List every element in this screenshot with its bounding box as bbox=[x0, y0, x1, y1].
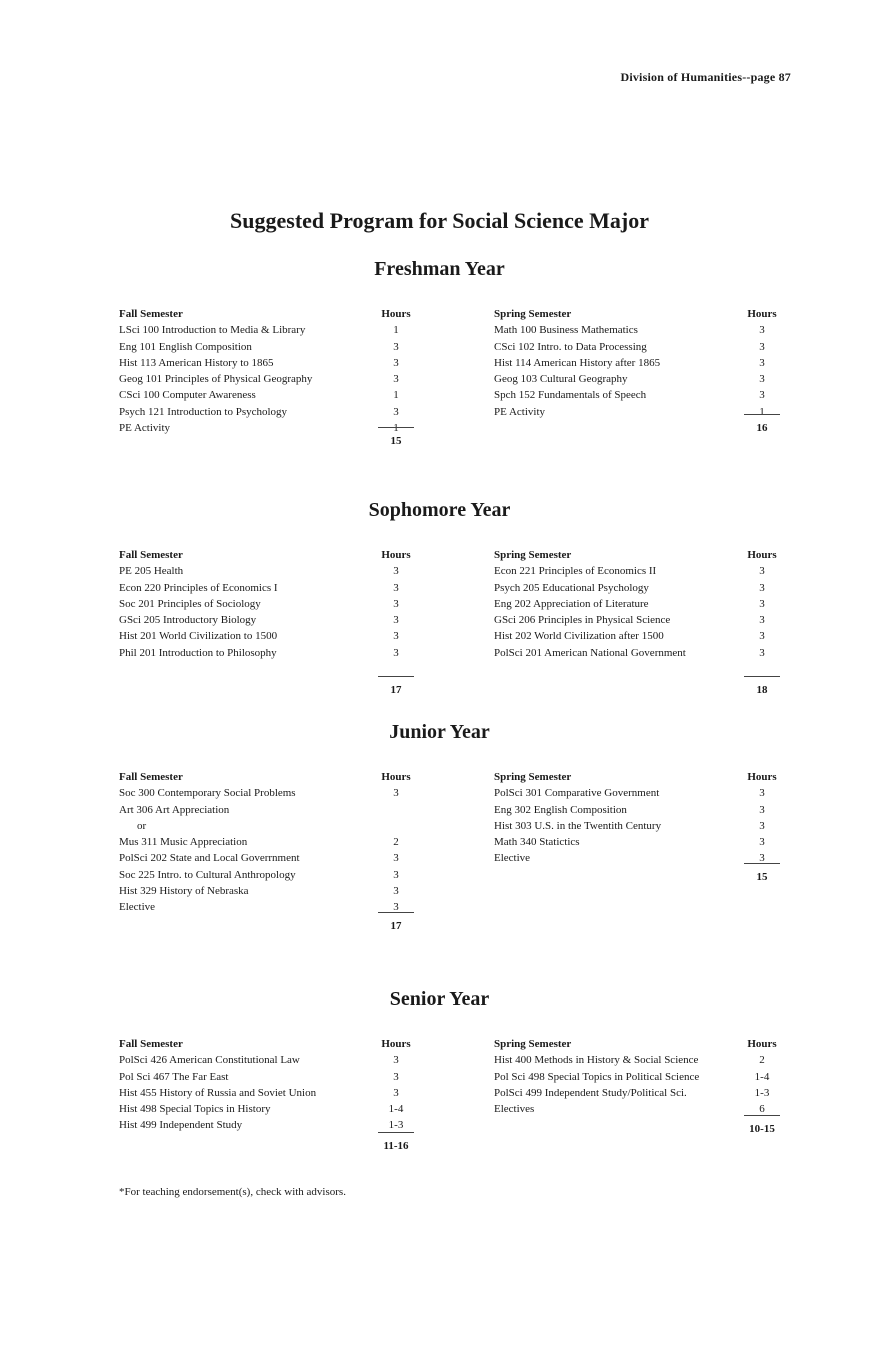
spring-semester-table bbox=[494, 769, 794, 883]
course-hours: 3 bbox=[393, 614, 399, 627]
course-hours: 3 bbox=[393, 405, 399, 418]
course-row bbox=[494, 322, 794, 338]
course-row bbox=[494, 1052, 794, 1068]
hours-label: Hours bbox=[381, 1038, 411, 1050]
semester-label: Fall Semester bbox=[119, 308, 183, 320]
semester-label: Spring Semester bbox=[494, 308, 572, 320]
course-hours: 3 bbox=[759, 581, 765, 594]
course-name: CSci 100 Computer Awareness bbox=[119, 389, 256, 402]
course-hours: 1-3 bbox=[754, 1086, 770, 1099]
fall-total-hours: 17 bbox=[390, 684, 402, 696]
course-hours: 3 bbox=[759, 646, 765, 659]
course-row bbox=[494, 834, 794, 850]
course-row bbox=[119, 802, 419, 818]
course-name: Math 100 Business Mathematics bbox=[494, 324, 638, 337]
course-row bbox=[119, 339, 419, 355]
hours-label: Hours bbox=[747, 1038, 777, 1050]
fall-semester-table bbox=[119, 769, 419, 932]
course-hours: 3 bbox=[393, 1054, 399, 1067]
course-name: PE Activity bbox=[119, 422, 171, 435]
course-hours: 1-4 bbox=[754, 1070, 770, 1083]
course-row bbox=[119, 322, 419, 338]
semester-label: Fall Semester bbox=[119, 1038, 183, 1050]
fall-total-hours: 15 bbox=[390, 435, 402, 447]
course-name: PE Activity bbox=[494, 405, 546, 418]
course-hours: 3 bbox=[759, 324, 765, 337]
course-hours: 3 bbox=[393, 885, 399, 898]
course-row bbox=[119, 818, 419, 834]
total-divider bbox=[744, 676, 780, 677]
course-hours: 3 bbox=[759, 836, 765, 849]
course-hours: 3 bbox=[759, 340, 765, 353]
course-name: Hist 329 History of Nebraska bbox=[119, 885, 249, 898]
fall-semester-table bbox=[119, 1036, 419, 1152]
page-header: Division of Humanities--page 87 bbox=[620, 70, 791, 84]
course-row bbox=[119, 628, 419, 644]
course-hours: 3 bbox=[393, 630, 399, 643]
course-name: or bbox=[137, 819, 147, 832]
year-title: Sophomore Year bbox=[368, 499, 511, 521]
fall-total-hours: 17 bbox=[390, 920, 402, 932]
course-name: Hist 303 U.S. in the Twentith Century bbox=[494, 819, 662, 832]
course-hours: 1-4 bbox=[388, 1103, 404, 1116]
course-name: Hist 400 Methods in History & Social Science bbox=[494, 1054, 699, 1067]
course-name: Hist 455 History of Russia and Soviet Union bbox=[119, 1086, 317, 1099]
course-hours: 3 bbox=[759, 630, 765, 643]
course-row bbox=[119, 899, 419, 915]
course-row bbox=[119, 1101, 419, 1117]
course-name: GSci 206 Principles in Physical Science bbox=[494, 614, 671, 627]
total-divider bbox=[378, 1132, 414, 1133]
course-row bbox=[119, 883, 419, 899]
total-divider bbox=[378, 912, 414, 913]
course-hours: 3 bbox=[393, 581, 399, 594]
fall-semester-table bbox=[119, 306, 419, 447]
course-name: Econ 220 Principles of Economics I bbox=[119, 581, 278, 594]
course-hours: 2 bbox=[759, 1054, 765, 1067]
year-title: Junior Year bbox=[389, 721, 490, 743]
course-row bbox=[494, 339, 794, 355]
semester-label: Fall Semester bbox=[119, 771, 183, 783]
total-divider bbox=[744, 863, 780, 864]
course-name: Soc 300 Contemporary Social Problems bbox=[119, 787, 296, 800]
course-row bbox=[494, 1069, 794, 1085]
course-hours: 3 bbox=[759, 389, 765, 402]
course-hours: 1 bbox=[393, 324, 399, 337]
spring-semester-table bbox=[494, 547, 794, 696]
spring-semester-table bbox=[494, 1036, 794, 1135]
course-hours: 1 bbox=[393, 389, 399, 402]
course-name: PolSci 499 Independent Study/Political Sci. bbox=[494, 1086, 687, 1099]
course-row bbox=[119, 867, 419, 883]
course-name: Eng 202 Appreciation of Literature bbox=[494, 597, 649, 610]
hours-label: Hours bbox=[381, 549, 411, 561]
course-hours: 1 bbox=[393, 422, 399, 435]
course-row bbox=[119, 785, 419, 801]
course-row bbox=[119, 834, 419, 850]
course-name: GSci 205 Introductory Biology bbox=[119, 614, 257, 627]
course-name: Spch 152 Fundamentals of Speech bbox=[494, 389, 647, 402]
course-row bbox=[494, 355, 794, 371]
course-row bbox=[494, 371, 794, 387]
total-divider bbox=[378, 427, 414, 428]
course-hours: 3 bbox=[393, 852, 399, 865]
course-row bbox=[119, 387, 419, 403]
course-name: Electives bbox=[494, 1103, 535, 1116]
course-name: Math 340 Statictics bbox=[494, 836, 580, 849]
total-divider bbox=[744, 414, 780, 415]
course-hours: 3 bbox=[759, 852, 765, 865]
course-name: PolSci 426 American Constitutional Law bbox=[119, 1054, 300, 1067]
course-name: Mus 311 Music Appreciation bbox=[119, 836, 248, 849]
course-name: Geog 103 Cultural Geography bbox=[494, 373, 628, 386]
course-hours: 3 bbox=[393, 597, 399, 610]
course-row bbox=[494, 404, 794, 420]
fall-semester-header bbox=[119, 1036, 419, 1052]
course-row bbox=[494, 1085, 794, 1101]
course-row bbox=[494, 612, 794, 628]
course-name: Hist 498 Special Topics in History bbox=[119, 1103, 271, 1116]
course-row bbox=[494, 596, 794, 612]
semester-label: Fall Semester bbox=[119, 549, 183, 561]
course-row bbox=[119, 1085, 419, 1101]
course-hours: 3 bbox=[393, 868, 399, 881]
year-title: Senior Year bbox=[389, 988, 490, 1010]
course-row bbox=[119, 1117, 419, 1133]
course-hours: 3 bbox=[393, 373, 399, 386]
spring-semester-header bbox=[494, 306, 794, 322]
course-name: Soc 201 Principles of Sociology bbox=[119, 597, 261, 610]
course-row bbox=[119, 371, 419, 387]
course-row bbox=[494, 802, 794, 818]
course-hours: 6 bbox=[759, 1103, 765, 1116]
page-title: Suggested Program for Social Science Major bbox=[230, 208, 649, 233]
course-name: Pol Sci 467 The Far East bbox=[119, 1070, 229, 1083]
course-hours: 3 bbox=[759, 373, 765, 386]
freshman-year-section bbox=[0, 258, 879, 447]
course-row bbox=[119, 420, 419, 436]
spring-semester-header bbox=[494, 547, 794, 563]
spring-total-hours: 16 bbox=[756, 422, 768, 434]
course-hours: 3 bbox=[759, 787, 765, 800]
course-hours: 3 bbox=[393, 565, 399, 578]
total-divider bbox=[744, 1115, 780, 1116]
course-name: Eng 302 English Composition bbox=[494, 803, 627, 816]
hours-label: Hours bbox=[747, 308, 777, 320]
course-row bbox=[494, 563, 794, 579]
course-hours: 3 bbox=[759, 803, 765, 816]
course-row bbox=[494, 580, 794, 596]
course-row bbox=[119, 1052, 419, 1068]
course-name: Econ 221 Principles of Economics II bbox=[494, 565, 657, 578]
fall-semester-header bbox=[119, 769, 419, 785]
spring-semester-header bbox=[494, 769, 794, 785]
semester-label: Spring Semester bbox=[494, 771, 572, 783]
course-name: Soc 225 Intro. to Cultural Anthropology bbox=[119, 868, 296, 881]
course-row bbox=[119, 404, 419, 420]
course-row bbox=[119, 612, 419, 628]
spring-total-hours: 15 bbox=[756, 871, 768, 883]
course-name: PolSci 201 American National Government bbox=[494, 646, 686, 659]
course-row bbox=[119, 596, 419, 612]
course-name: Phil 201 Introduction to Philosophy bbox=[119, 646, 277, 659]
course-row bbox=[119, 563, 419, 579]
course-name: Pol Sci 498 Special Topics in Political Science bbox=[494, 1070, 700, 1083]
course-row bbox=[119, 355, 419, 371]
course-hours: 1-3 bbox=[388, 1119, 404, 1132]
course-name: Art 306 Art Appreciation bbox=[119, 803, 230, 816]
junior-year-section bbox=[0, 721, 879, 932]
course-name: Hist 499 Independent Study bbox=[119, 1119, 243, 1132]
spring-semester-table bbox=[494, 306, 794, 434]
course-name: Hist 114 American History after 1865 bbox=[494, 356, 661, 369]
hours-label: Hours bbox=[747, 771, 777, 783]
course-hours: 3 bbox=[759, 565, 765, 578]
semester-label: Spring Semester bbox=[494, 1038, 572, 1050]
sophomore-year-section bbox=[0, 499, 879, 696]
course-name: LSci 100 Introduction to Media & Library bbox=[119, 324, 306, 337]
course-name: Elective bbox=[119, 901, 156, 914]
course-name: PolSci 301 Comparative Government bbox=[494, 787, 660, 800]
course-hours: 3 bbox=[759, 356, 765, 369]
course-hours: 3 bbox=[393, 1070, 399, 1083]
year-title: Freshman Year bbox=[374, 258, 505, 280]
course-name: Psych 121 Introduction to Psychology bbox=[119, 405, 288, 418]
course-hours: 3 bbox=[759, 597, 765, 610]
course-row bbox=[494, 818, 794, 834]
spring-semester-header bbox=[494, 1036, 794, 1052]
course-hours: 3 bbox=[759, 614, 765, 627]
course-name: PE 205 Health bbox=[119, 565, 184, 578]
course-name: Geog 101 Principles of Physical Geography bbox=[119, 373, 313, 386]
course-hours: 1 bbox=[759, 405, 765, 418]
course-name: Eng 101 English Composition bbox=[119, 340, 252, 353]
hours-label: Hours bbox=[381, 771, 411, 783]
course-hours: 3 bbox=[393, 646, 399, 659]
course-row bbox=[494, 387, 794, 403]
course-name: CSci 102 Intro. to Data Processing bbox=[494, 340, 647, 353]
fall-semester-table bbox=[119, 547, 419, 696]
course-name: Hist 113 American History to 1865 bbox=[119, 356, 274, 369]
course-hours: 3 bbox=[393, 340, 399, 353]
hours-label: Hours bbox=[381, 308, 411, 320]
fall-semester-header bbox=[119, 547, 419, 563]
course-hours: 2 bbox=[393, 836, 399, 849]
course-hours: 3 bbox=[393, 356, 399, 369]
course-row bbox=[119, 850, 419, 866]
course-name: Psych 205 Educational Psychology bbox=[494, 581, 649, 594]
course-name: Hist 202 World Civilization after 1500 bbox=[494, 630, 664, 643]
fall-total-hours: 11-16 bbox=[383, 1140, 409, 1152]
course-name: Hist 201 World Civilization to 1500 bbox=[119, 630, 278, 643]
spring-total-hours: 10-15 bbox=[749, 1123, 775, 1135]
hours-label: Hours bbox=[747, 549, 777, 561]
course-hours: 3 bbox=[393, 787, 399, 800]
semester-label: Spring Semester bbox=[494, 549, 572, 561]
footnote: *For teaching endorsement(s), check with advisors. bbox=[119, 1186, 346, 1198]
course-name: Elective bbox=[494, 852, 531, 865]
spring-total-hours: 18 bbox=[756, 684, 768, 696]
total-divider bbox=[378, 676, 414, 677]
course-row bbox=[494, 645, 794, 661]
fall-semester-header bbox=[119, 306, 419, 322]
course-hours: 3 bbox=[393, 901, 399, 914]
course-row bbox=[119, 645, 419, 661]
course-hours: 3 bbox=[393, 1086, 399, 1099]
course-row bbox=[119, 580, 419, 596]
course-row bbox=[494, 785, 794, 801]
course-row bbox=[494, 628, 794, 644]
senior-year-section bbox=[0, 988, 879, 1152]
course-name: PolSci 202 State and Local Goverrnment bbox=[119, 852, 300, 865]
course-hours: 3 bbox=[759, 819, 765, 832]
course-row bbox=[494, 850, 794, 866]
course-row bbox=[119, 1069, 419, 1085]
